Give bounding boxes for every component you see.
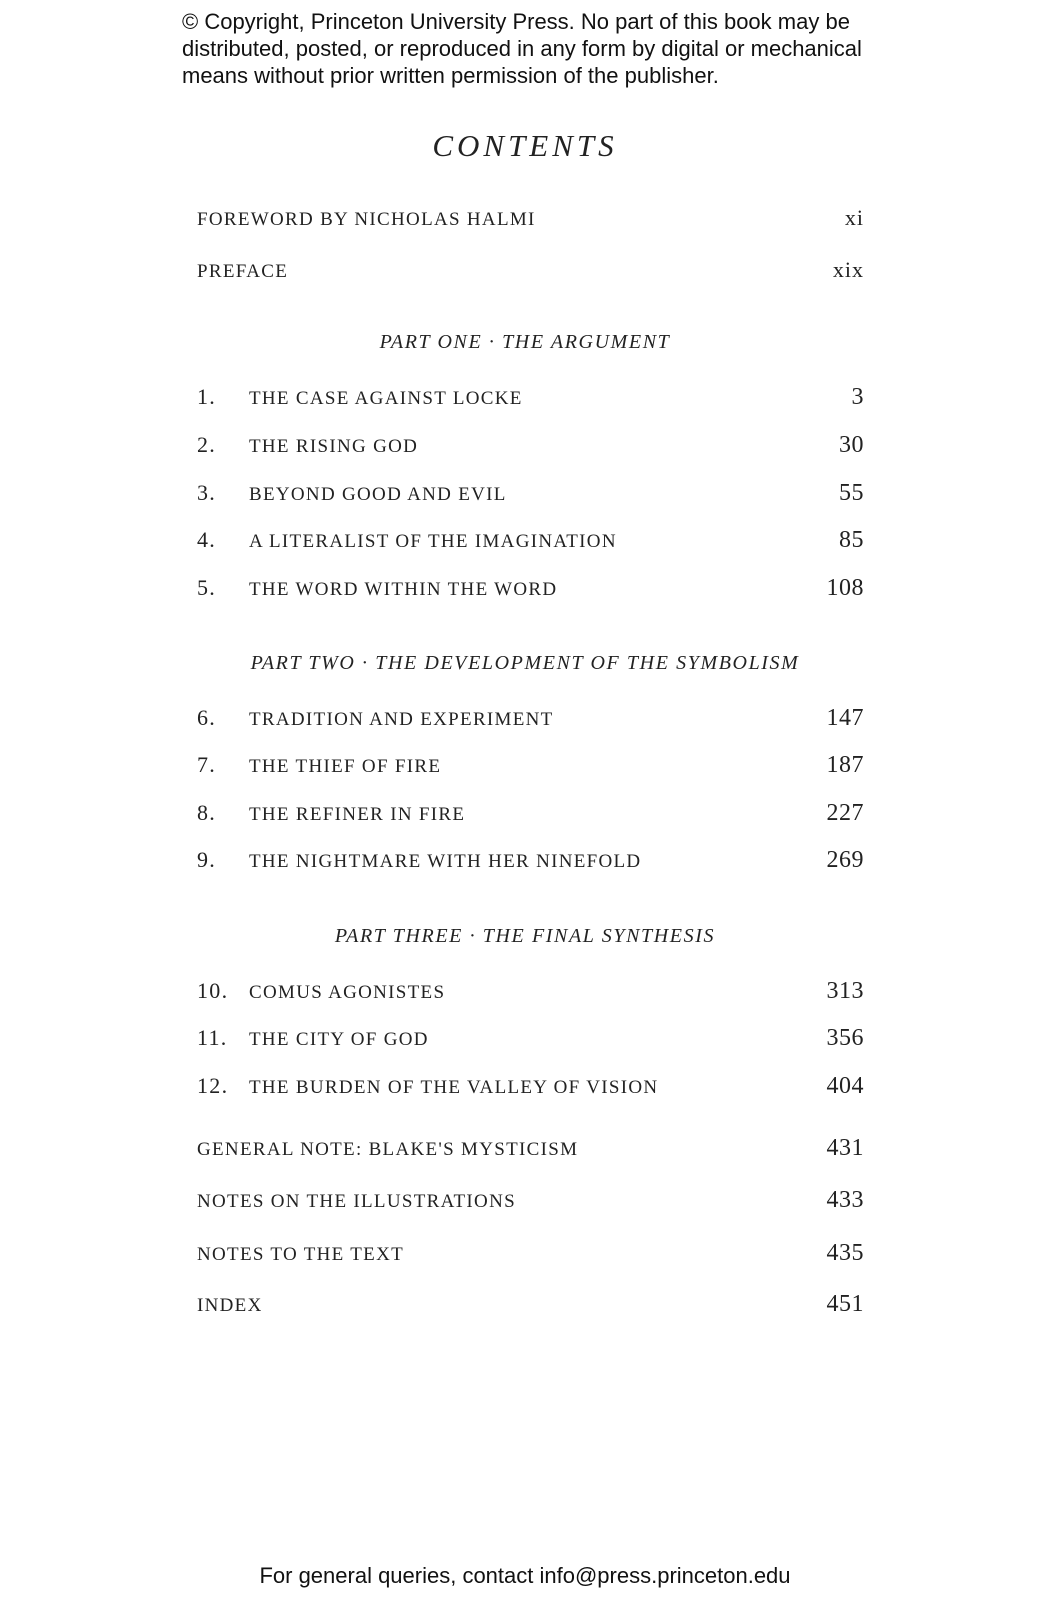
toc-entry-label: INDEX [197, 1295, 263, 1316]
chapter-number: 10. [197, 978, 229, 1003]
part-heading-two: PART TWO · THE DEVELOPMENT OF THE SYMBOLISM [250, 652, 800, 674]
chapter-page: 55 [839, 480, 864, 506]
chapter-title: THE RISING GOD [249, 436, 419, 457]
toc-chapter [197, 847, 864, 875]
toc-entry-page: xix [832, 257, 864, 282]
chapter-page: 147 [826, 705, 864, 731]
toc-entry-label: GENERAL NOTE: BLAKE'S MYSTICISM [197, 1139, 579, 1160]
chapter-title: THE CITY OF GOD [249, 1029, 429, 1050]
chapter-number: 5. [197, 575, 217, 600]
chapter-number: 9. [197, 847, 217, 872]
toc-entry-page: xi [844, 205, 864, 230]
toc-chapter [197, 575, 864, 603]
chapter-title: THE CASE AGAINST LOCKE [249, 388, 523, 409]
chapter-title: THE BURDEN OF THE VALLEY OF VISION [249, 1077, 659, 1098]
toc-chapter [197, 978, 864, 1006]
toc-chapter [197, 384, 864, 412]
toc-entry-index [197, 1291, 864, 1319]
chapter-page: 30 [839, 432, 864, 458]
copyright-line: distributed, posted, or reproduced in any form by digital or mechanical [182, 36, 862, 61]
toc-entry-label: NOTES TO THE TEXT [197, 1244, 404, 1265]
chapter-title: THE NIGHTMARE WITH HER NINEFOLD [249, 851, 642, 872]
chapter-page: 3 [851, 384, 864, 410]
chapter-number: 2. [197, 432, 217, 457]
toc-entry-general-note [197, 1135, 864, 1163]
chapter-page: 269 [826, 847, 864, 873]
toc-entry-page: 451 [826, 1291, 864, 1317]
chapter-page: 187 [826, 752, 864, 778]
toc-chapter [197, 1073, 864, 1101]
chapter-page: 313 [826, 978, 864, 1004]
part-heading-one: PART ONE · THE ARGUMENT [379, 331, 671, 353]
toc-chapter [197, 527, 864, 555]
toc-entry-notes-illustrations [197, 1187, 864, 1215]
part-heading-three: PART THREE · THE FINAL SYNTHESIS [334, 925, 716, 947]
toc-entry-label: PREFACE [197, 261, 289, 282]
toc-entry-page: 431 [826, 1135, 864, 1161]
copyright-notice [182, 8, 902, 89]
chapter-number: 12. [197, 1073, 229, 1098]
chapter-page: 108 [826, 575, 864, 601]
copyright-line: means without prior written permission of the publisher. [182, 63, 719, 88]
chapter-title: TRADITION AND EXPERIMENT [249, 709, 554, 730]
toc-entry-label: FOREWORD BY NICHOLAS HALMI [197, 209, 536, 230]
toc-chapter [197, 1025, 864, 1053]
toc-chapter [197, 752, 864, 780]
chapter-number: 4. [197, 527, 217, 552]
toc-entry-notes-text [197, 1240, 864, 1268]
chapter-number: 11. [197, 1025, 228, 1050]
toc-chapter [197, 432, 864, 460]
chapter-title: THE WORD WITHIN THE WORD [249, 579, 558, 600]
toc-chapter [197, 800, 864, 828]
chapter-title: A LITERALIST OF THE IMAGINATION [249, 531, 617, 552]
chapter-page: 227 [826, 800, 864, 826]
toc-entry-foreword [197, 205, 864, 233]
chapter-page: 404 [826, 1073, 864, 1099]
chapter-title: COMUS AGONISTES [249, 982, 446, 1003]
toc-entry-label: NOTES ON THE ILLUSTRATIONS [197, 1191, 516, 1212]
copyright-line: © Copyright, Princeton University Press. No part of this book may be [182, 9, 850, 34]
toc-entry-page: 435 [826, 1240, 864, 1266]
chapter-title: BEYOND GOOD AND EVIL [249, 484, 507, 505]
chapter-number: 1. [197, 384, 217, 409]
chapter-number: 7. [197, 752, 217, 777]
toc-entry-page: 433 [826, 1187, 864, 1213]
footer-contact: For general queries, contact info@press.princeton.edu [259, 1563, 791, 1588]
chapter-page: 85 [839, 527, 864, 553]
page-title: CONTENTS [432, 128, 618, 163]
toc-entry-preface [197, 257, 864, 285]
chapter-page: 356 [826, 1025, 864, 1051]
chapter-number: 6. [197, 705, 217, 730]
chapter-number: 8. [197, 800, 217, 825]
chapter-title: THE THIEF OF FIRE [249, 756, 442, 777]
toc-chapter [197, 705, 864, 733]
toc-chapter [197, 480, 864, 508]
chapter-title: THE REFINER IN FIRE [249, 804, 466, 825]
chapter-number: 3. [197, 480, 217, 505]
